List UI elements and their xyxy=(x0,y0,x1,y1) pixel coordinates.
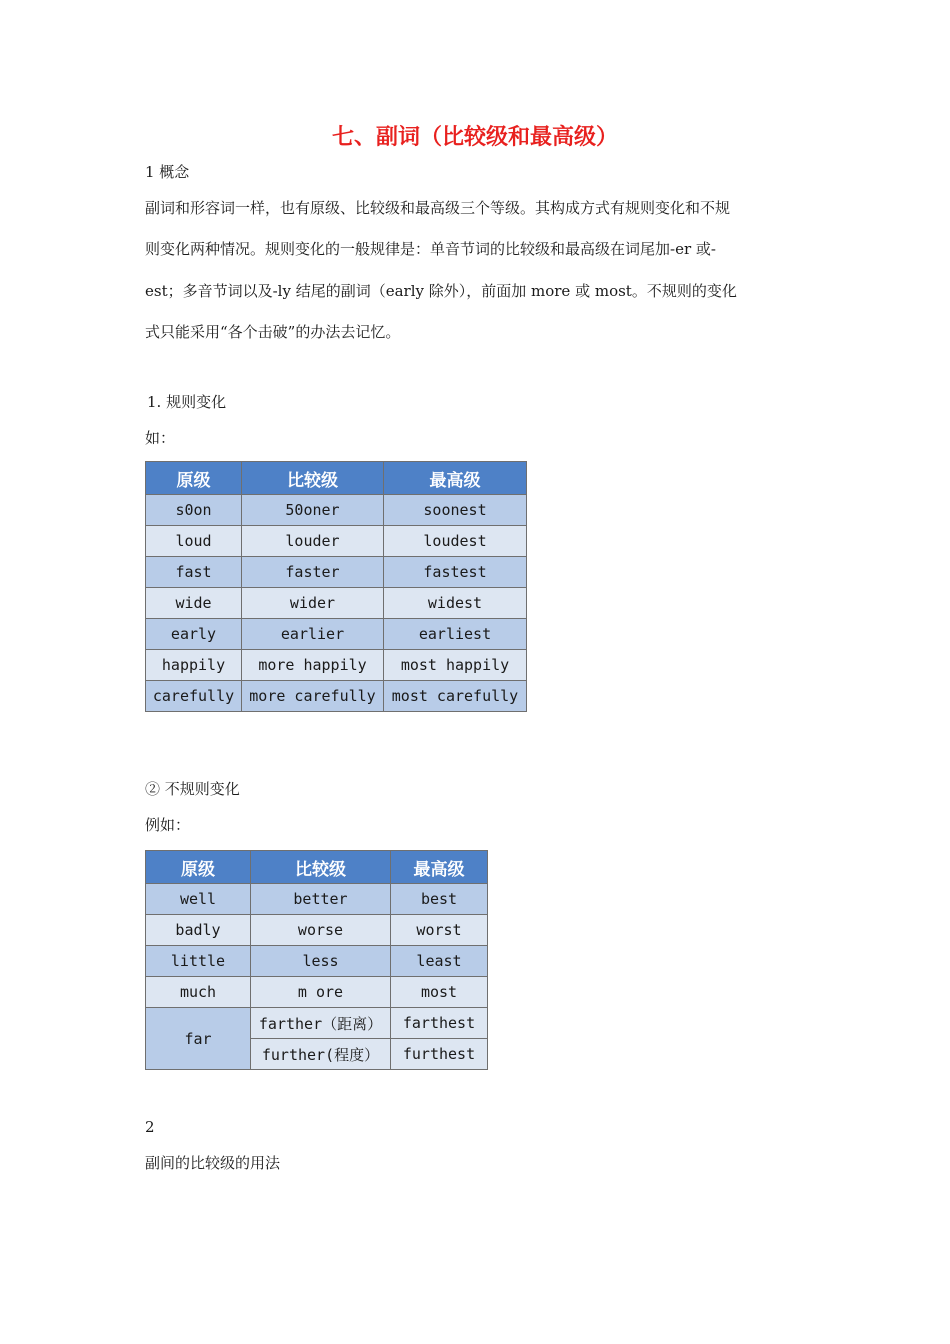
table-row xyxy=(146,915,488,946)
table-cell: further(程度） xyxy=(251,1039,391,1070)
table-cell: fastest xyxy=(384,557,527,588)
table-row xyxy=(146,681,527,712)
col-header-comparative: 比较级 xyxy=(251,851,391,884)
irregular-intro: 例如： xyxy=(145,816,191,834)
table-row xyxy=(146,495,527,526)
table-cell: carefully xyxy=(146,681,242,712)
table-row xyxy=(146,619,527,650)
table-cell: most carefully xyxy=(384,681,527,712)
col-header-comparative: 比较级 xyxy=(242,462,384,495)
section-number-2: 2 xyxy=(145,1118,155,1136)
page-title: 七、副词（比较级和最高级） xyxy=(331,125,618,150)
table-cell: earliest xyxy=(384,619,527,650)
table-cell: less xyxy=(251,946,391,977)
table-cell: wider xyxy=(242,588,384,619)
col-header-base: 原级 xyxy=(146,462,242,495)
table-cell: m ore xyxy=(251,977,391,1008)
section-heading-irregular: ② 不规则变化 xyxy=(145,780,240,798)
section-heading-concept: 1 概念 xyxy=(145,163,190,181)
table-cell: most happily xyxy=(384,650,527,681)
table-row xyxy=(146,946,488,977)
table-cell: well xyxy=(146,884,251,915)
table-cell: farther（距离） xyxy=(251,1008,391,1039)
table-cell: least xyxy=(391,946,488,977)
table-cell: widest xyxy=(384,588,527,619)
table-cell: much xyxy=(146,977,251,1008)
table-cell: worst xyxy=(391,915,488,946)
table-cell: most xyxy=(391,977,488,1008)
table-row xyxy=(146,557,527,588)
paragraph-line: 则变化两种情况。规则变化的一般规律是：单音节词的比较级和最高级在词尾加-er 或- xyxy=(145,240,716,258)
table-cell: more happily xyxy=(242,650,384,681)
paragraph-line: 式只能采用“各个击破”的办法去记忆。 xyxy=(145,323,401,341)
table-cell: loud xyxy=(146,526,242,557)
table-cell: best xyxy=(391,884,488,915)
table-row xyxy=(146,588,527,619)
table-row xyxy=(146,526,527,557)
table-cell: soonest xyxy=(384,495,527,526)
table-cell: badly xyxy=(146,915,251,946)
table-cell: little xyxy=(146,946,251,977)
table-cell: s0on xyxy=(146,495,242,526)
table-cell: wide xyxy=(146,588,242,619)
irregular-comparison-table xyxy=(145,850,488,1070)
table-row xyxy=(146,977,488,1008)
table-header-row xyxy=(146,462,527,495)
table-cell: farthest xyxy=(391,1008,488,1039)
col-header-superlative: 最高级 xyxy=(384,462,527,495)
table-cell: faster xyxy=(242,557,384,588)
table-cell: happily xyxy=(146,650,242,681)
regular-comparison-table xyxy=(145,461,527,712)
table-header-row xyxy=(146,851,488,884)
section-heading-regular: 1. 规则变化 xyxy=(147,393,227,411)
table-cell: louder xyxy=(242,526,384,557)
table-cell: fast xyxy=(146,557,242,588)
paragraph-line: 副词和形容词一样，也有原级、比较级和最高级三个等级。其构成方式有规则变化和不规 xyxy=(145,199,731,217)
table-cell: more carefully xyxy=(242,681,384,712)
table-row xyxy=(146,884,488,915)
table-cell: earlier xyxy=(242,619,384,650)
table-row xyxy=(146,1008,488,1039)
table-cell: 50oner xyxy=(242,495,384,526)
table-cell-far: far xyxy=(146,1008,251,1070)
table-cell: early xyxy=(146,619,242,650)
table-row xyxy=(146,650,527,681)
table-cell: loudest xyxy=(384,526,527,557)
regular-intro: 如： xyxy=(145,429,176,447)
col-header-base: 原级 xyxy=(146,851,251,884)
col-header-superlative: 最高级 xyxy=(391,851,488,884)
section-heading-usage: 副间的比较级的用法 xyxy=(145,1154,281,1172)
table-cell: furthest xyxy=(391,1039,488,1070)
paragraph-line: est；多音节词以及-ly 结尾的副词（early 除外），前面加 more 或 most。不规则的变化 xyxy=(145,282,737,300)
table-cell: worse xyxy=(251,915,391,946)
table-cell: better xyxy=(251,884,391,915)
